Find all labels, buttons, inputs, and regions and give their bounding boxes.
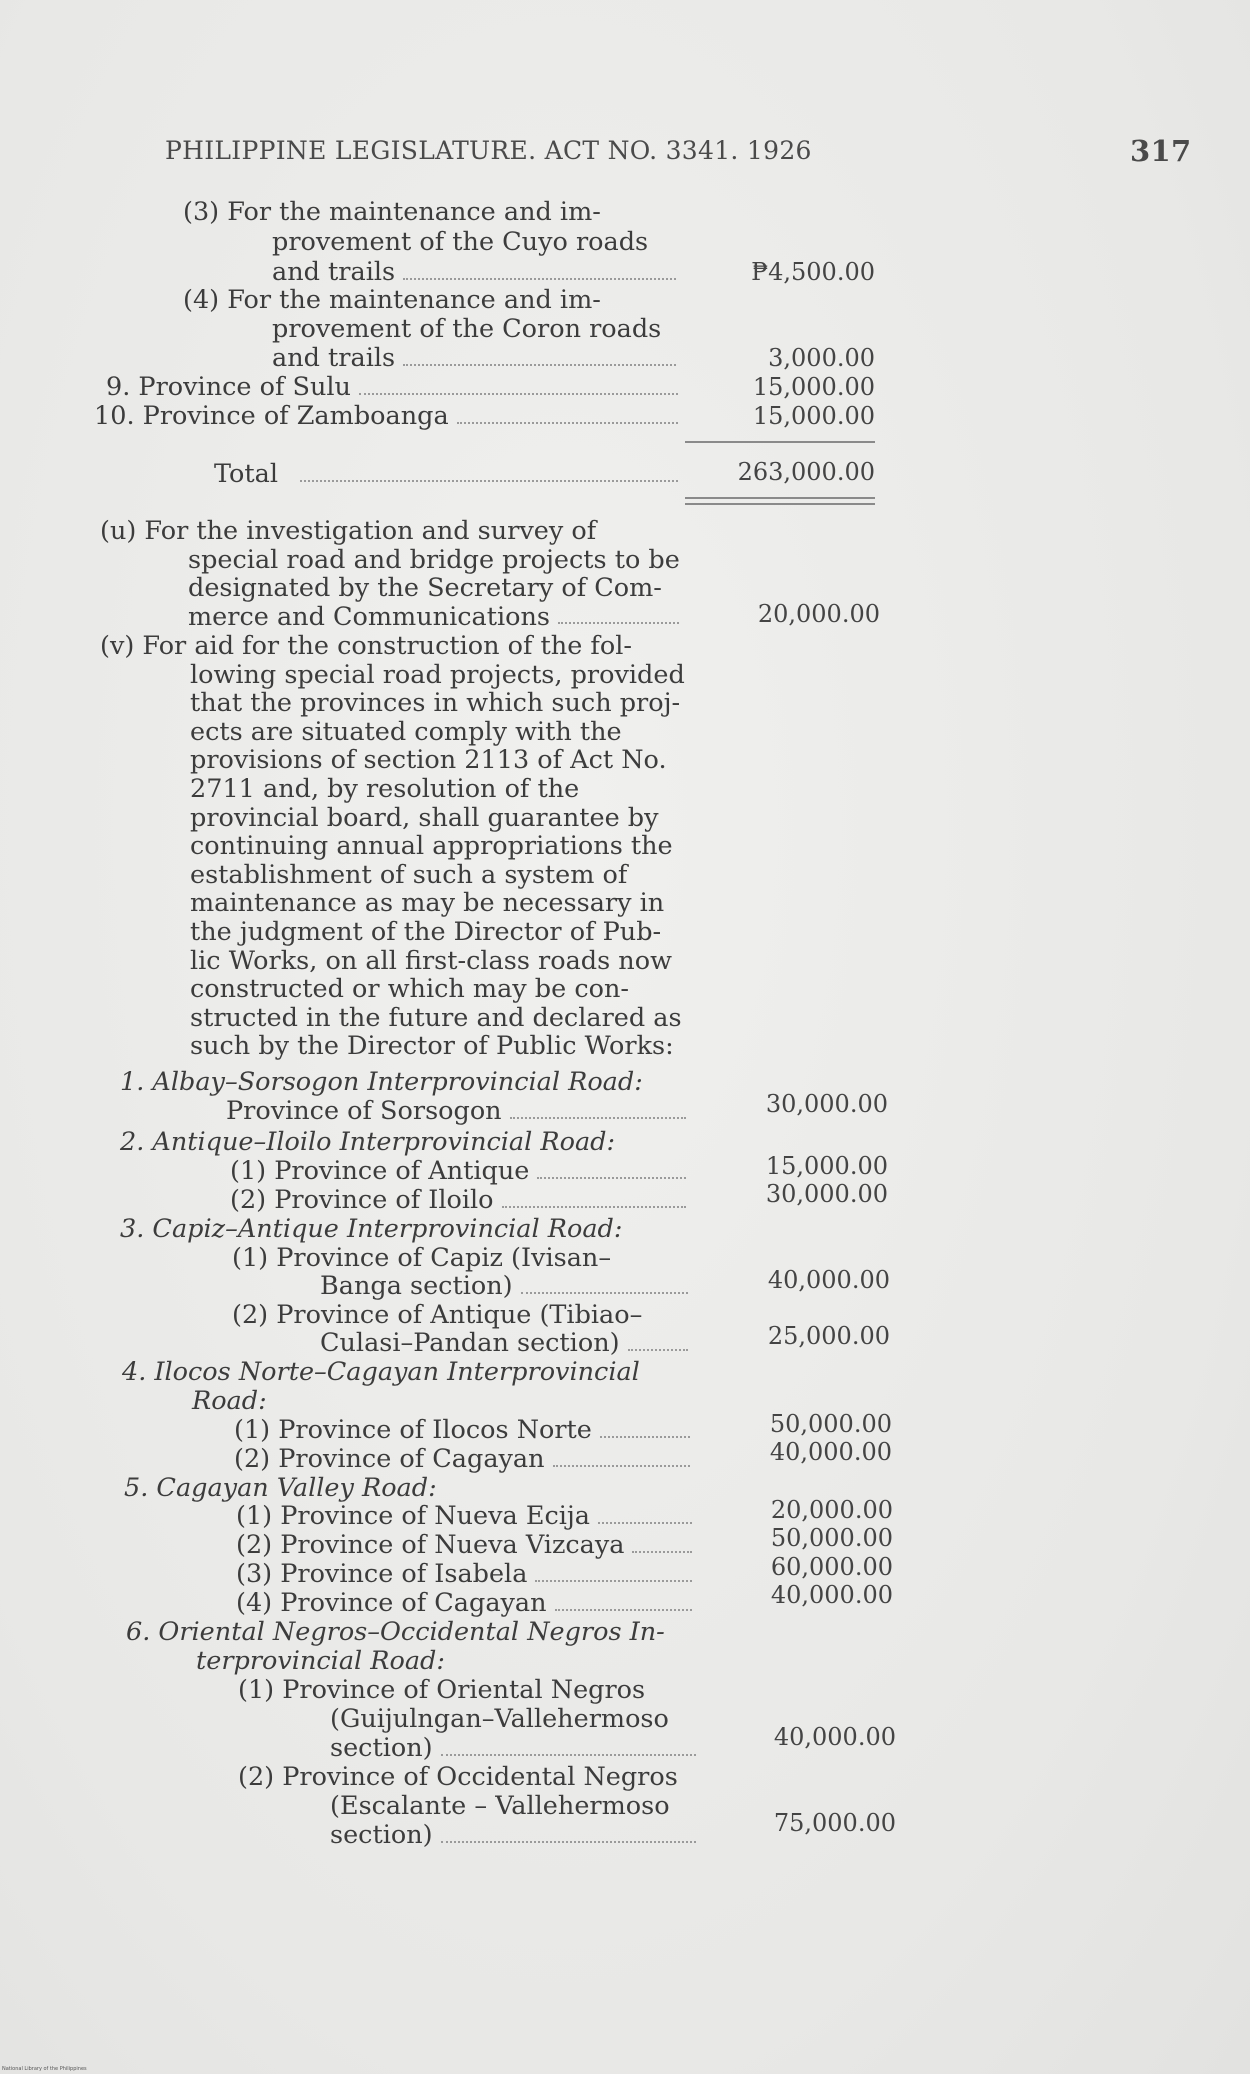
cuyo-line-1: (3) For the maintenance and im- (183, 197, 601, 227)
u-amount: 20,000.00 (757, 600, 880, 628)
road-6-item-1b: (Guijulngan–Vallehermoso (330, 1704, 669, 1734)
total-line: Total (214, 460, 684, 489)
u-line-4: merce and Communications (100, 603, 685, 632)
total-rule-top (685, 441, 875, 443)
road-5-item-2: (2) Province of Nueva Vizcaya (236, 1531, 698, 1560)
road-1-amount: 30,000.00 (765, 1090, 888, 1118)
total-amount: 263,000.00 (737, 458, 875, 486)
cuyo-line-2: provement of the Cuyo roads (272, 227, 649, 257)
zamboanga-line: 10. Province of Zamboanga (94, 402, 684, 431)
road-4-item-1: (1) Province of Ilocos Norte (234, 1416, 696, 1445)
running-header: PHILIPPINE LEGISLATURE. ACT NO. 3341. 1926 (165, 136, 812, 165)
cuyo-amount: ₱4,500.00 (751, 258, 875, 286)
road-5-amount-4: 40,000.00 (770, 1581, 893, 1609)
u-line-1: (u) For the investigation and survey of (100, 516, 597, 546)
v-line-7: provincial board, shall guarantee by (190, 802, 659, 833)
v-line-4: ects are situated comply with the (190, 716, 622, 747)
road-5-item-3: (3) Province of Isabela (236, 1560, 698, 1589)
u-line-3: designated by the Secretary of Com- (188, 573, 662, 604)
road-3-item-1a: (1) Province of Capiz (Ivisan– (232, 1243, 612, 1273)
road-2-amount-1: 15,000.00 (765, 1152, 888, 1180)
road-5-amount-2: 50,000.00 (770, 1524, 893, 1552)
road-6-amount-2: 75,000.00 (773, 1809, 896, 1837)
cuyo-line-3: and trails (272, 258, 682, 287)
coron-line-3: and trails (272, 344, 682, 373)
v-line-15: such by the Director of Public Works: (190, 1031, 674, 1062)
v-line-14: structed in the future and declared as (190, 1002, 682, 1033)
road-3-item-2b: Culasi–Pandan section) (320, 1329, 694, 1358)
road-6-item-2a: (2) Province of Occidental Negros (238, 1762, 678, 1792)
road-6-item-1a: (1) Province of Oriental Negros (238, 1675, 646, 1705)
road-4-amount-2: 40,000.00 (769, 1438, 892, 1466)
footer-credit: National Library of the Philippines (2, 2066, 87, 2072)
total-rule-bottom-1 (685, 497, 875, 499)
road-3-amount-1: 40,000.00 (767, 1266, 890, 1294)
road-3-item-2a: (2) Province of Antique (Tibiao– (232, 1300, 643, 1330)
road-4-title-b: Road: (192, 1386, 267, 1416)
v-line-9: establishment of such a system of (190, 859, 628, 890)
v-line-11: the judgment of the Director of Pub- (190, 916, 662, 947)
v-line-10: maintenance as may be necessary in (190, 888, 665, 919)
road-5-item-4: (4) Province of Cagayan (236, 1589, 698, 1618)
u-line-2: special road and bridge projects to be (188, 544, 680, 575)
road-6-item-1c: section) (330, 1734, 702, 1763)
road-4-title-a: 4. Ilocos Norte–Cagayan Interprovincial (122, 1357, 640, 1387)
v-line-3: that the provinces in which such proj- (190, 688, 681, 719)
road-2-item-1: (1) Province of Antique (230, 1157, 692, 1186)
v-line-12: lic Works, on all first-class roads now (190, 945, 672, 976)
road-6-amount-1: 40,000.00 (773, 1723, 896, 1751)
v-line-6: 2711 and, by resolution of the (190, 773, 580, 804)
road-6-item-2b: (Escalante – Vallehermoso (330, 1791, 670, 1821)
road-6-title-b: terprovincial Road: (196, 1646, 445, 1676)
paragraph-v (100, 632, 690, 1061)
coron-line-1: (4) For the maintenance and im- (183, 285, 601, 315)
road-5-amount-3: 60,000.00 (770, 1553, 893, 1581)
coron-amount: 3,000.00 (768, 344, 875, 372)
v-line-5: provisions of section 2113 of Act No. (190, 745, 667, 776)
road-6-item-2c: section) (330, 1821, 702, 1850)
road-1-item: Province of Sorsogon (226, 1097, 692, 1126)
coron-line-2: provement of the Coron roads (272, 314, 662, 344)
sulu-line: 9. Province of Sulu (106, 373, 684, 402)
road-2-title: 2. Antique–Iloilo Interprovincial Road: (120, 1127, 616, 1157)
road-1-title: 1. Albay–Sorsogon Interprovincial Road: (120, 1067, 643, 1097)
road-3-amount-2: 25,000.00 (767, 1322, 890, 1350)
road-4-item-2: (2) Province of Cagayan (234, 1445, 696, 1474)
road-5-amount-1: 20,000.00 (770, 1496, 893, 1524)
v-line-1: (v) For aid for the construction of the fol- (100, 631, 632, 661)
road-3-title: 3. Capiz–Antique Interprovincial Road: (120, 1214, 623, 1244)
road-5-title: 5. Cagayan Valley Road: (124, 1473, 437, 1503)
v-line-2: lowing special road projects, provided (190, 659, 685, 690)
road-2-amount-2: 30,000.00 (765, 1180, 888, 1208)
sulu-amount: 15,000.00 (752, 373, 875, 401)
road-2-item-2: (2) Province of Iloilo (230, 1186, 692, 1215)
road-5-item-1: (1) Province of Nueva Ecija (236, 1502, 698, 1531)
road-4-amount-1: 50,000.00 (769, 1410, 892, 1438)
total-rule-bottom-2 (685, 503, 875, 505)
road-6-title-a: 6. Oriental Negros–Occidental Negros In- (126, 1617, 665, 1647)
road-3-item-1b: Banga section) (320, 1272, 694, 1301)
v-line-13: constructed or which may be con- (190, 974, 630, 1005)
zamboanga-amount: 15,000.00 (752, 402, 875, 430)
v-line-8: continuing annual appropriations the (190, 831, 673, 862)
page-number: 317 (1130, 134, 1192, 168)
paragraph-u (100, 517, 685, 631)
